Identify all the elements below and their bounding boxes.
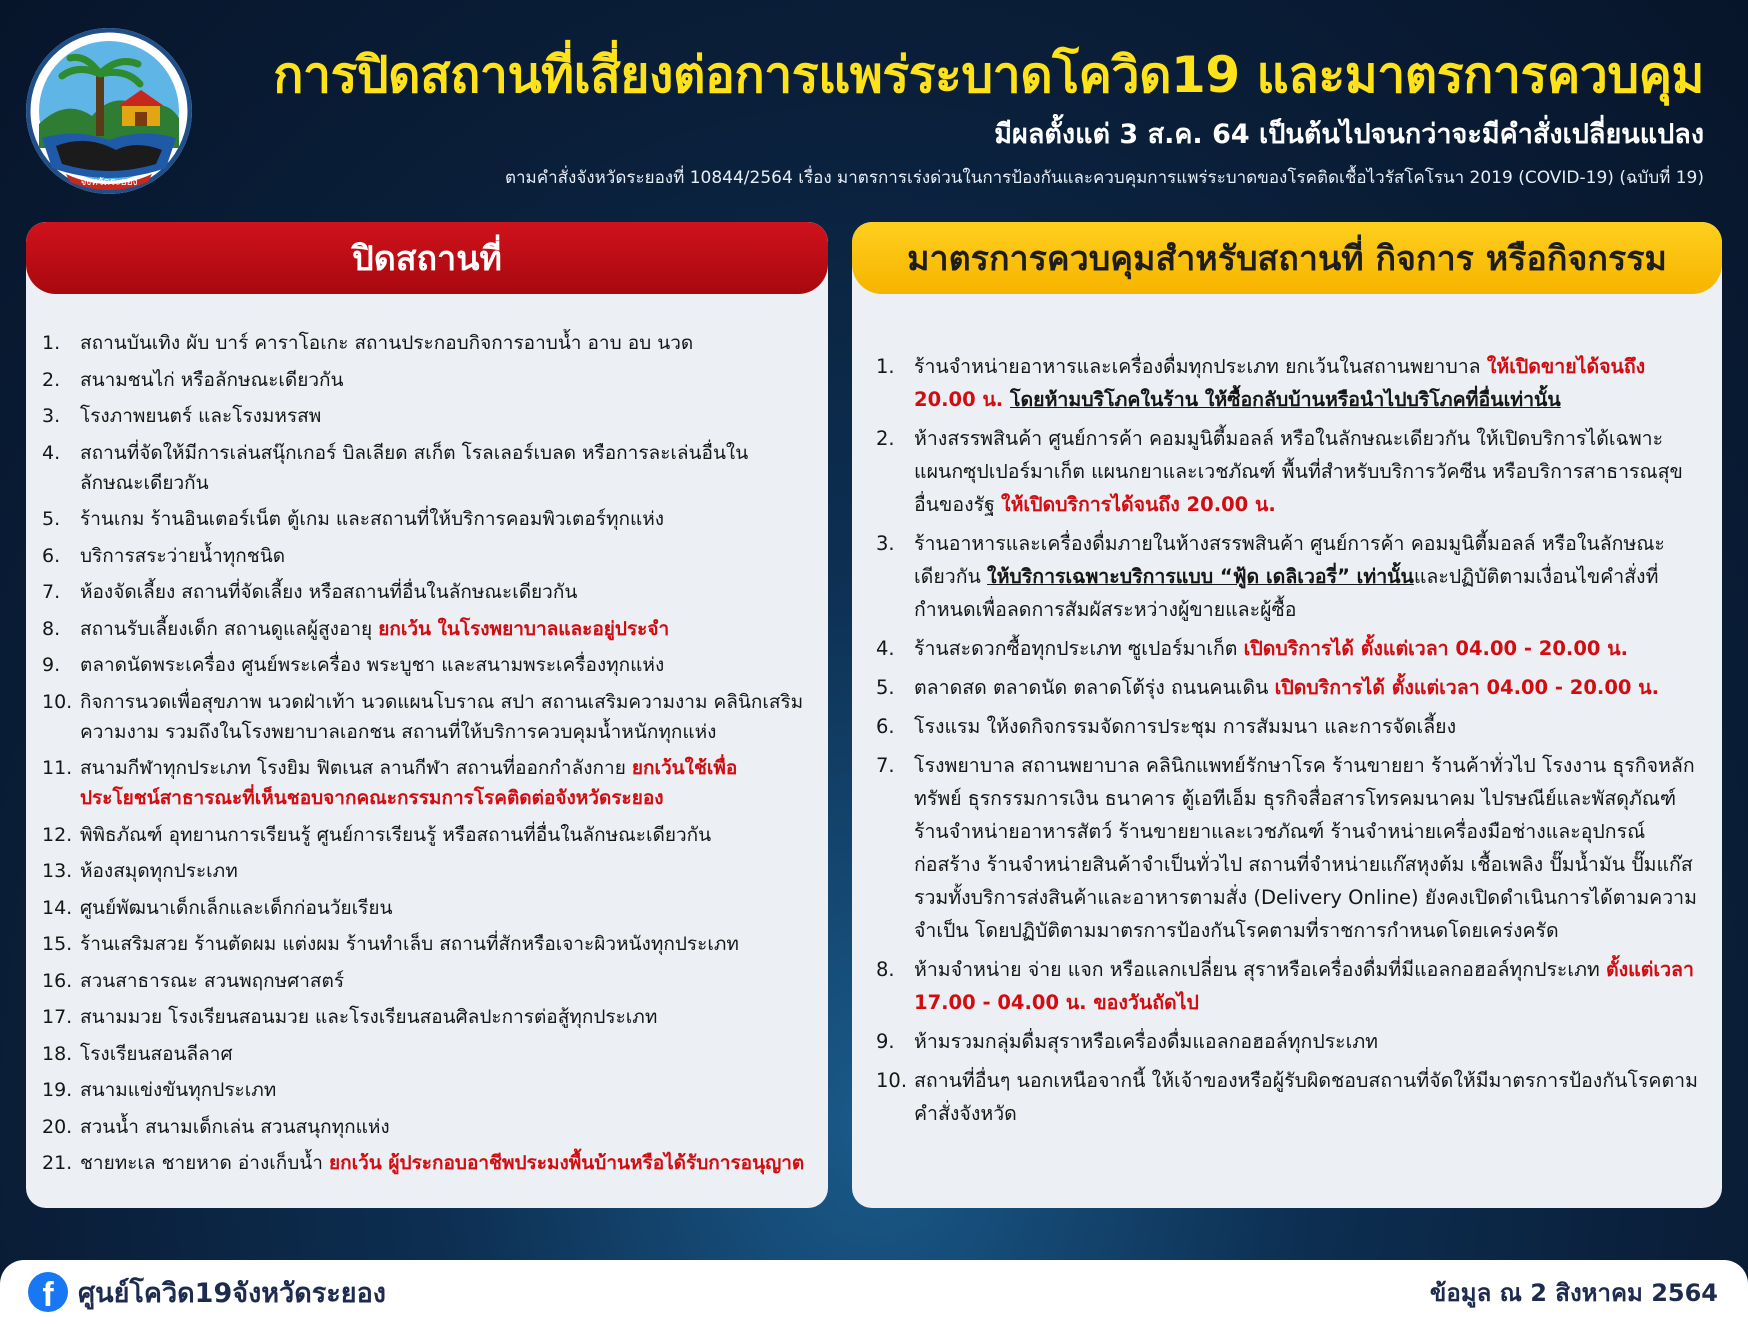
measure-item	[876, 632, 1704, 665]
closure-item	[42, 687, 810, 747]
item-text	[914, 422, 1704, 521]
body-text: สนามกีฬาทุกประเภท โรงยิม ฟิตเนส ลานกีฬา สถานที่ออกกำลังกาย	[80, 757, 632, 779]
measure-item	[876, 1064, 1704, 1130]
item-number: 14.	[42, 896, 73, 919]
item-text	[80, 929, 810, 959]
body-text: สนามชนไก่ หรือลักษณะเดียวกัน	[80, 368, 344, 391]
item-number: 16.	[42, 969, 73, 992]
item-number: 6.	[42, 544, 61, 567]
order-reference: ตามคำสั่งจังหวัดระยองที่ 10844/2564 เรื่อง มาตรการเร่งด่วนในการป้องกันและควบคุมการแพร่ระบาดของโรคติดเชื้อไวรัสโคโรนา 2019 (COVID-19) (ฉบับที่ 19)	[504, 168, 1704, 188]
body-text: ร้านอาหารและเครื่องดื่มภายในห้างสรรพสินค้า ศูนย์การค้า คอมมูนิตี้มอลล์ หรือในลักษณะเดียวกัน	[914, 532, 1665, 588]
closure-item	[42, 1002, 810, 1032]
effective-date: มีผลตั้งแต่ 3 ส.ค. 64 เป็นต้นไปจนกว่าจะมีคำสั่งเปลี่ยนแปลง	[994, 119, 1704, 150]
highlight-text: ตั้งแต่เวลา 17.00 - 04.00 น. ของวันถัดไป	[914, 958, 1694, 1014]
body-text: กิจการนวดเพื่อสุขภาพ นวดฝ่าเท้า นวดแผนโบราณ สปา สถานเสริมความงาม คลินิกเสริมความงาม รวมถึงในโรงพยาบาลเอกชน สถานที่ให้บริการควบคุมน้ำหนักทุกแห่ง	[80, 690, 804, 743]
item-text	[914, 527, 1704, 626]
item-number: 4.	[42, 441, 61, 464]
closure-item	[42, 650, 810, 680]
item-number: 13.	[42, 860, 73, 882]
item-number: 9.	[42, 654, 61, 676]
item-number: 3.	[42, 405, 61, 427]
item-number: 8.	[876, 958, 895, 981]
measure-item	[876, 710, 1704, 743]
item-text	[80, 614, 810, 644]
closure-item	[42, 328, 810, 358]
item-number: 1.	[42, 332, 61, 354]
body-text: โรงภาพยนตร์ และโรงมหรสพ	[80, 405, 322, 427]
item-text	[80, 401, 810, 431]
highlight-text: เปิดบริการได้ ตั้งแต่เวลา 04.00 - 20.00 น.	[1243, 637, 1628, 660]
item-number: 4.	[876, 637, 895, 660]
highlight-text: ยกเว้นใช้เพื่อประโยชน์สาธารณะที่เห็นชอบจากคณะกรรมการโรคติดต่อจังหวัดระยอง	[80, 757, 738, 809]
data-as-of-date: ข้อมูล ณ 2 สิงหาคม 2564	[1429, 1278, 1718, 1307]
item-number: 12.	[42, 823, 73, 846]
item-text	[80, 365, 810, 395]
body-text: ร้านเกม ร้านอินเตอร์เน็ต ตู้เกม และสถานที่ให้บริการคอมพิวเตอร์ทุกแห่ง	[80, 508, 665, 530]
body-text: สวนสาธารณะ สวนพฤกษศาสตร์	[80, 969, 345, 992]
item-text	[914, 671, 1704, 704]
body-text: สนามแข่งขันทุกประเภท	[80, 1079, 277, 1101]
closures-panel	[26, 222, 828, 1208]
item-text	[80, 438, 810, 498]
closure-item	[42, 856, 810, 886]
body-text: ตลาดนัดพระเครื่อง ศูนย์พระเครื่อง พระบูชา และสนามพระเครื่องทุกแห่ง	[80, 654, 665, 676]
item-text	[80, 687, 810, 747]
measure-item	[876, 1025, 1704, 1058]
item-text	[80, 650, 810, 680]
body-text: ร้านสะดวกซื้อทุกประเภท ซูเปอร์มาเก็ต	[914, 637, 1244, 660]
body-text: บริการสระว่ายน้ำทุกชนิด	[80, 544, 286, 567]
body-text: โรงพยาบาล สถานพยาบาล คลินิกแพทย์รักษาโรค ร้านขายยา ร้านค้าทั่วไป โรงงาน ธุรกิจหลักทรัพย์ ธุรกรรมการเงิน ธนาคาร ตู้เอทีเอ็ม ธุรกิจสื่อสารโทรคมนาคม ไปรษณีย์และพัสดุภัณฑ์ ร้านจำหน่ายอาหารสัตว์ ร้านขายยาและเวชภัณฑ์ ร้านจำหน่ายเครื่องมือช่างและอุปกรณ์ก่อสร้าง ร้านจำหน่ายสินค้าจำเป็นทั่วไป สถานที่จำหน่ายแก๊สหุงต้ม เชื้อเพลิง ปั๊มน้ำมัน ปั๊มแก๊ส รวมทั้งบริการส่งสินค้าและอาหารตามสั่ง (Delivery Online) ยังคงเปิดดำเนินการได้ตามความจำเป็น โดยปฏิบัติตามมาตรการป้องกันโรคตามที่ราชการกำหนดโดยเคร่งครัด	[914, 754, 1697, 942]
item-number: 20.	[42, 1115, 73, 1138]
closure-item	[42, 401, 810, 431]
item-number: 2.	[42, 368, 61, 391]
item-number: 11.	[42, 757, 73, 779]
body-text: พิพิธภัณฑ์ อุทยานการเรียนรู้ ศูนย์การเรียนรู้ หรือสถานที่อื่นในลักษณะเดียวกัน	[80, 823, 712, 846]
body-text: ห้ามรวมกลุ่มดื่มสุราหรือเครื่องดื่มแอลกอฮอล์ทุกประเภท	[914, 1030, 1379, 1053]
footer-bar	[0, 1260, 1748, 1324]
body-text: ห้องสมุดทุกประเภท	[80, 860, 238, 882]
item-text	[80, 1039, 810, 1069]
item-number: 19.	[42, 1079, 73, 1101]
emphasis-text: ให้บริการเฉพาะบริการแบบ “ฟู้ด เดลิเวอรี่” เท่านั้น	[987, 565, 1414, 588]
closure-item	[42, 1039, 810, 1069]
body-text: สถานที่จัดให้มีการเล่นสนุ๊กเกอร์ บิลเลียด สเก็ต โรลเลอร์เบลด หรือการละเล่นอื่นในลักษณะเดียวกัน	[80, 441, 749, 494]
body-text: สถานรับเลี้ยงเด็ก สถานดูแลผู้สูงอายุ	[80, 617, 379, 640]
facebook-page-link[interactable]	[28, 1271, 386, 1314]
closure-item	[42, 365, 810, 395]
seal-text: จังหวัดระยอง	[80, 177, 138, 188]
item-text	[80, 541, 810, 571]
item-number: 7.	[876, 754, 895, 777]
item-number: 7.	[42, 581, 61, 603]
body-text: ร้านเสริมสวย ร้านตัดผม แต่งผม ร้านทำเล็บ สถานที่สักหรือเจาะผิวหนังทุกประเภท	[80, 933, 739, 955]
body-text: ชายทะเล ชายหาด อ่างเก็บน้ำ	[80, 1152, 329, 1174]
item-text	[914, 749, 1704, 947]
closure-item	[42, 541, 810, 571]
closure-item	[42, 929, 810, 959]
item-text	[914, 710, 1704, 743]
body-text: และปฏิบัติตามเงื่อนไขคำสั่งที่กำหนดเพื่อลดการสัมผัสระหว่างผู้ขายและผู้ซื้อ	[914, 565, 1659, 621]
body-text: สถานบันเทิง ผับ บาร์ คาราโอเกะ สถานประกอบกิจการอาบน้ำ อาบ อบ นวด	[80, 332, 694, 354]
measures-heading: มาตรการควบคุมสำหรับสถานที่ กิจการ หรือกิจกรรม	[852, 222, 1722, 294]
closures-list	[26, 294, 828, 1178]
closure-item	[42, 1112, 810, 1142]
measure-item	[876, 749, 1704, 947]
item-text	[80, 893, 810, 923]
measure-item	[876, 422, 1704, 521]
item-text	[914, 1025, 1704, 1058]
item-number: 15.	[42, 933, 73, 955]
item-text	[914, 632, 1704, 665]
body-text: ห้องจัดเลี้ยง สถานที่จัดเลี้ยง หรือสถานที่อื่นในลักษณะเดียวกัน	[80, 581, 578, 603]
body-text: ห้ามจำหน่าย จ่าย แจก หรือแลกเปลี่ยน สุราหรือเครื่องดื่มที่มีแอลกอฮอล์ทุกประเภท	[914, 958, 1606, 981]
item-number: 18.	[42, 1042, 73, 1065]
measure-item	[876, 350, 1704, 416]
facebook-icon: f	[28, 1272, 68, 1312]
body-text: ตลาดสด ตลาดนัด ตลาดโต้รุ่ง ถนนคนเดิน	[914, 676, 1275, 699]
seal-emblem	[26, 28, 192, 194]
body-text: สนามมวย โรงเรียนสอนมวย และโรงเรียนสอนศิลปะการต่อสู้ทุกประเภท	[80, 1006, 658, 1028]
closure-item	[42, 753, 810, 813]
closure-item	[42, 1075, 810, 1105]
closure-item	[42, 504, 810, 534]
item-number: 21.	[42, 1152, 73, 1174]
body-text: ศูนย์พัฒนาเด็กเล็กและเด็กก่อนวัยเรียน	[80, 896, 393, 919]
highlight-text: ให้เปิดขายได้จนถึง 20.00 น.	[914, 355, 1646, 411]
item-text	[80, 856, 810, 886]
item-text	[80, 1002, 810, 1032]
measures-panel	[852, 222, 1722, 1208]
item-number: 10.	[876, 1069, 908, 1092]
body-text: ห้างสรรพสินค้า ศูนย์การค้า คอมมูนิตี้มอลล์ หรือในลักษณะเดียวกัน ให้เปิดบริการได้เฉพาะแผนกซุปเปอร์มาเก็ต แผนกยาและเวชภัณฑ์ พื้นที่สำหรับบริการวัคซีน หรือบริการสาธารณสุขอื่นของรัฐ	[914, 427, 1683, 516]
item-text	[914, 953, 1704, 1019]
item-text	[80, 753, 810, 813]
body-text: ร้านจำหน่ายอาหารและเครื่องดื่มทุกประเภท ยกเว้นในสถานพยาบาล	[914, 355, 1487, 378]
body-text: สถานที่อื่นๆ นอกเหนือจากนี้ ให้เจ้าของหรือผู้รับผิดชอบสถานที่จัดให้มีมาตรการป้องกันโรคตามคำสั่งจังหวัด	[914, 1069, 1698, 1125]
item-number: 1.	[876, 355, 895, 378]
item-text	[80, 504, 810, 534]
closure-item	[42, 1148, 810, 1178]
item-number: 8.	[42, 617, 61, 640]
measure-item	[876, 671, 1704, 704]
item-number: 5.	[876, 676, 895, 699]
closure-item	[42, 577, 810, 607]
item-text	[914, 1064, 1704, 1130]
closure-item	[42, 966, 810, 996]
item-number: 6.	[876, 715, 895, 738]
body-text: โรงเรียนสอนลีลาศ	[80, 1042, 233, 1065]
item-number: 3.	[876, 532, 895, 555]
item-text	[80, 820, 810, 850]
item-text	[80, 966, 810, 996]
closure-item	[42, 438, 810, 498]
highlight-text: ให้เปิดบริการได้จนถึง 20.00 น.	[1001, 493, 1276, 516]
province-seal	[26, 28, 192, 194]
emphasis-text: โดยห้ามบริโภคในร้าน ให้ซื้อกลับบ้านหรือนำไปบริโภคที่อื่นเท่านั้น	[1010, 388, 1561, 411]
page-title: การปิดสถานที่เสี่ยงต่อการแพร่ระบาดโควิด19 และมาตรการควบคุม	[273, 46, 1704, 104]
item-text	[80, 1148, 810, 1178]
item-number: 17.	[42, 1006, 73, 1028]
measure-item	[876, 953, 1704, 1019]
closure-item	[42, 614, 810, 644]
item-number: 9.	[876, 1030, 895, 1053]
measures-list	[852, 294, 1722, 1130]
closure-item	[42, 893, 810, 923]
item-number: 5.	[42, 508, 61, 530]
closures-heading: ปิดสถานที่	[26, 222, 828, 294]
body-text: สวนน้ำ สนามเด็กเล่น สวนสนุกทุกแห่ง	[80, 1115, 390, 1138]
item-text	[80, 1112, 810, 1142]
facebook-page-name: ศูนย์โควิด19จังหวัดระยอง	[78, 1277, 386, 1309]
measure-item	[876, 527, 1704, 626]
closure-item	[42, 820, 810, 850]
highlight-text: เปิดบริการได้ ตั้งแต่เวลา 04.00 - 20.00 น.	[1274, 676, 1659, 699]
highlight-text: ยกเว้น ผู้ประกอบอาชีพประมงพื้นบ้านหรือได้รับการอนุญาต	[329, 1152, 805, 1174]
item-number: 2.	[876, 427, 895, 450]
item-text	[80, 328, 810, 358]
item-text	[80, 577, 810, 607]
item-text	[914, 350, 1704, 416]
body-text: โรงแรม ให้งดกิจกรรมจัดการประชุม การสัมมนา และการจัดเลี้ยง	[914, 715, 1457, 738]
item-number: 10.	[42, 690, 73, 713]
item-text	[80, 1075, 810, 1105]
highlight-text: ยกเว้น ในโรงพยาบาลและอยู่ประจำ	[378, 617, 670, 640]
